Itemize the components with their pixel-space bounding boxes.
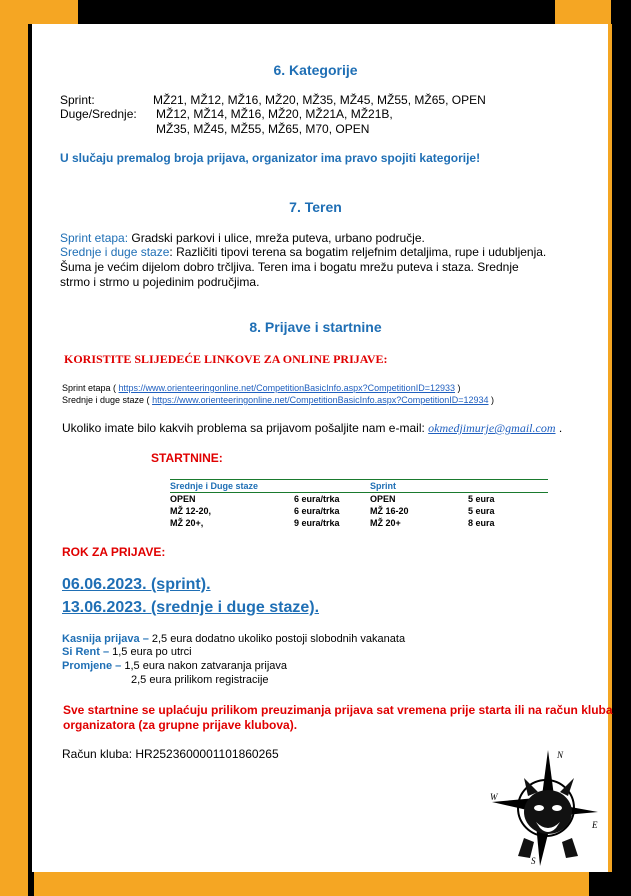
fee-amount: 5 eura <box>468 506 495 516</box>
sprint-category-value: MŽ21, MŽ12, MŽ16, MŽ20, MŽ35, MŽ45, MŽ55, MŽ65, OPEN <box>153 93 486 107</box>
late-entry-line <box>62 633 405 645</box>
frame-right-bar <box>612 24 631 872</box>
table-row <box>170 493 548 506</box>
fees-table-header <box>170 480 548 493</box>
terrain-line-4: strmo i strmo u pojedinim područjima. <box>60 275 260 289</box>
table-row <box>170 505 548 517</box>
changes-line-2: 2,5 eura prilikom registracije <box>131 674 269 686</box>
compass-e-letter: E <box>592 820 598 830</box>
fee-category: MŽ 20+ <box>370 518 401 528</box>
fee-amount: 9 eura/trka <box>294 518 340 528</box>
frame-top-right-accent <box>555 0 611 24</box>
section8-title: 8. Prijave i startnine <box>249 319 382 335</box>
deadline-sprint: 06.06.2023. (sprint). <box>62 576 211 593</box>
late-entry-label: Kasnija prijava – <box>62 633 149 645</box>
fee-amount: 8 eura <box>468 518 495 528</box>
lynx-right-paw <box>562 838 578 858</box>
duge-category-value-2: MŽ35, MŽ45, MŽ55, MŽ65, M70, OPEN <box>156 122 370 136</box>
sprint-registration-link[interactable]: https://www.orienteeringonline.net/CompetitionBasicInfo.aspx?CompetitionID=12933 <box>118 383 455 393</box>
club-account: Račun kluba: HR2523600001101860265 <box>62 747 279 761</box>
duge-category-value-1: MŽ12, MŽ14, MŽ16, MŽ20, MŽ21A, MŽ21B, <box>156 107 393 121</box>
terrain-sprint-line <box>60 231 425 245</box>
fee-amount: 6 eura/trka <box>294 506 340 516</box>
sprint-link-prefix: Sprint etapa ( <box>62 383 119 393</box>
srednje-link-line <box>62 395 494 405</box>
lynx-left-eye <box>534 805 544 811</box>
problem-contact-line <box>62 421 562 436</box>
category-merge-note: U slučaju premalog broja prijava, organizator ima pravo spojiti kategorije! <box>60 151 481 165</box>
terrain-srednje-line <box>60 245 546 259</box>
deadline-label: ROK ZA PRIJAVE: <box>62 545 166 559</box>
fees-header-spacer-2 <box>468 480 548 493</box>
lynx-left-paw <box>518 838 534 858</box>
fees-table <box>170 480 548 529</box>
section7-title: 7. Teren <box>289 199 342 215</box>
fee-amount: 6 eura/trka <box>294 494 340 504</box>
terrain-sprint-text: Gradski parkovi i ulice, mreža puteva, urbano područje. <box>128 231 425 245</box>
fee-category: MŽ 20+, <box>170 518 204 528</box>
frame-top-right-corner <box>611 0 631 24</box>
payment-note-1: Sve startnine se uplaćuju prilikom preuzimanja prijava sat vremena prije starta ili na račun kluba <box>63 703 613 717</box>
sprint-category-label: Sprint: <box>60 93 95 107</box>
startnine-label: STARTNINE: <box>151 451 223 465</box>
problem-contact-text: Ukoliko imate bilo kakvih problema sa prijavom pošaljite nam e-mail: <box>62 421 429 435</box>
fees-header-spacer <box>294 480 370 493</box>
si-rent-line <box>62 646 192 658</box>
frame-left-inner-line <box>28 24 32 872</box>
si-rent-text: 1,5 eura po utrci <box>109 646 192 658</box>
sprint-link-line <box>62 383 460 393</box>
section6-title: 6. Kategorije <box>273 62 358 78</box>
fee-category: OPEN <box>370 494 396 504</box>
compass-n-letter: N <box>557 750 564 760</box>
lynx-right-ear <box>560 778 574 796</box>
frame-top-left-accent <box>0 0 78 24</box>
si-rent-label: Si Rent – <box>62 646 110 658</box>
frame-bottom-left-accent <box>0 872 28 896</box>
srednje-link-suffix: ) <box>488 395 495 405</box>
terrain-line-3: Šuma je većim dijelom dobro trčljiva. Teren ima i bogatu mrežu puteva i staza. Srednje <box>60 260 519 274</box>
srednje-link-prefix: Srednje i duge staze ( <box>62 395 153 405</box>
compass-s-letter: S <box>531 856 536 866</box>
changes-line <box>62 660 287 672</box>
sprint-link-suffix: ) <box>454 383 461 393</box>
fees-header-srednje: Srednje i Duge staze <box>170 481 259 491</box>
table-row <box>170 517 548 529</box>
logo-graphic <box>488 746 602 868</box>
fees-table-wrap <box>170 478 548 527</box>
email-link[interactable]: okmedjimurje@gmail.com <box>428 421 556 435</box>
fee-amount: 5 eura <box>468 494 495 504</box>
fee-category: MŽ 12-20, <box>170 506 212 516</box>
problem-contact-end: . <box>555 421 563 435</box>
terrain-srednje-label: Srednje i duge staze <box>60 245 170 259</box>
fees-header-sprint: Sprint <box>370 481 396 491</box>
lynx-right-eye <box>552 805 562 811</box>
terrain-sprint-label: Sprint etapa: <box>60 231 129 245</box>
compass-w-letter: W <box>490 792 498 802</box>
changes-text: 1,5 eura nakon zatvaranja prijava <box>121 660 288 672</box>
frame-left-bar <box>0 24 28 872</box>
duge-category-label: Duge/Srednje: <box>60 107 137 121</box>
compass-lynx-logo <box>488 746 602 868</box>
frame-top-bar <box>0 0 631 24</box>
terrain-srednje-text: : Različiti tipovi terena sa bogatim reljefnim detaljima, rupe i udubljenja. <box>169 245 547 259</box>
payment-note-2: organizatora (za grupne prijave klubova). <box>63 718 298 732</box>
fee-category: OPEN <box>170 494 196 504</box>
late-entry-text: 2,5 eura dodatno ukoliko postoji slobodnih vakanata <box>148 633 406 645</box>
deadline-srednje: 13.06.2023. (srednje i duge staze). <box>62 599 320 616</box>
frame-bottom-accent <box>34 872 589 896</box>
lynx-head <box>524 790 572 834</box>
online-links-heading: KORISTITE SLIJEDEĆE LINKOVE ZA ONLINE PRIJAVE: <box>64 352 388 366</box>
srednje-registration-link[interactable]: https://www.orienteeringonline.net/CompetitionBasicInfo.aspx?CompetitionID=12934 <box>152 395 489 405</box>
fee-category: MŽ 16-20 <box>370 506 409 516</box>
changes-label: Promjene – <box>62 660 122 672</box>
